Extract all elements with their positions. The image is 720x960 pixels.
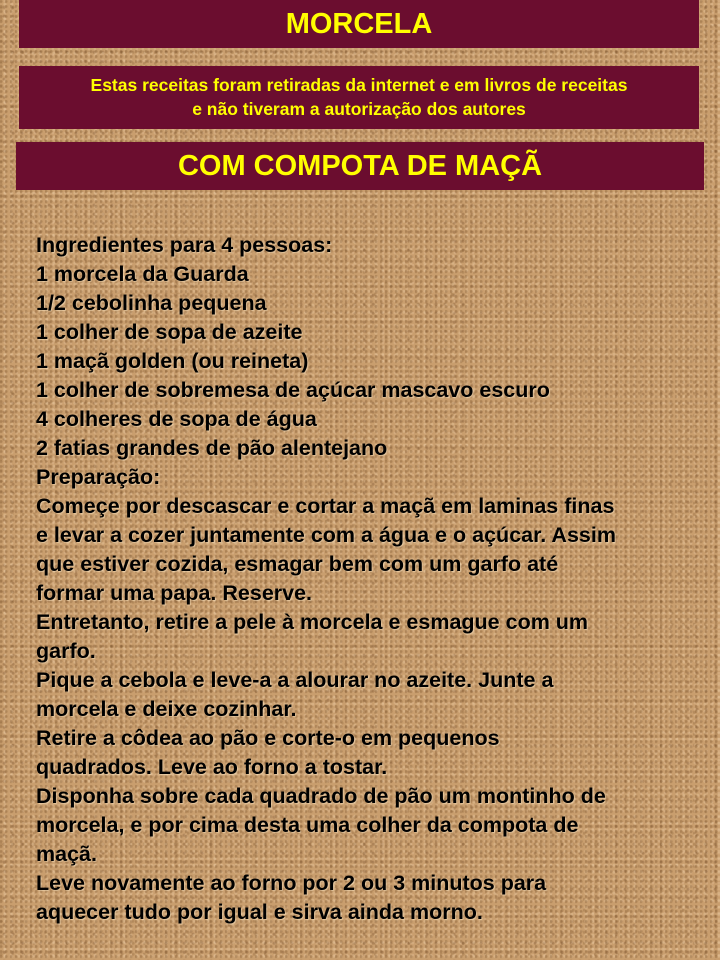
recipe-line: maçã. <box>36 842 97 866</box>
recipe-line: 1 colher de sobremesa de açúcar mascavo escuro <box>36 378 550 402</box>
recipe-line: 4 colheres de sopa de água <box>36 407 317 431</box>
recipe-line: morcela e deixe cozinhar. <box>36 697 297 721</box>
recipe-line: formar uma papa. Reserve. <box>36 581 313 605</box>
recipe-text <box>36 231 716 927</box>
recipe-line: aquecer tudo por igual e sirva ainda morno. <box>36 900 483 924</box>
recipe-line: Ingredientes para 4 pessoas: <box>36 233 333 257</box>
recipe-line: Preparação: <box>36 465 161 489</box>
recipe-line: 1 colher de sopa de azeite <box>36 320 303 344</box>
recipe-line: 1 morcela da Guarda <box>36 262 249 286</box>
recipe-line: Entretanto, retire a pele à morcela e esmague com um <box>36 610 589 634</box>
recipe-line: e levar a cozer juntamente com a água e o açúcar. Assim <box>36 523 616 547</box>
recipe-line: Leve novamente ao forno por 2 ou 3 minutos para <box>36 871 547 895</box>
disclaimer-line-2: e não tiveram a autorização dos autores <box>192 99 526 119</box>
recipe-line: quadrados. Leve ao forno a tostar. <box>36 755 388 779</box>
title-banner <box>19 0 699 48</box>
recipe-line: 2 fatias grandes de pão alentejano <box>36 436 388 460</box>
recipe-line: 1/2 cebolinha pequena <box>36 291 267 315</box>
recipe-line: que estiver cozida, esmagar bem com um garfo até <box>36 552 559 576</box>
recipe-line: Pique a cebola e leve-a a alourar no azeite. Junte a <box>36 668 554 692</box>
recipe-line: morcela, e por cima desta uma colher da compota de <box>36 813 579 837</box>
recipe-line: garfo. <box>36 639 96 663</box>
page-title: MORCELA <box>285 8 433 40</box>
recipe-line: Retire a côdea ao pão e corte-o em pequenos <box>36 726 500 750</box>
recipe-line: Começe por descascar e cortar a maçã em laminas finas <box>36 494 615 518</box>
recipe-subtitle: COM COMPOTA DE MAÇÃ <box>177 150 543 182</box>
recipe-line: Disponha sobre cada quadrado de pão um montinho de <box>36 784 606 808</box>
subtitle-banner <box>16 142 704 190</box>
disclaimer-banner <box>19 66 699 129</box>
disclaimer-line-1: Estas receitas foram retiradas da internet e em livros de receitas <box>90 75 628 95</box>
recipe-line: 1 maçã golden (ou reineta) <box>36 349 309 373</box>
